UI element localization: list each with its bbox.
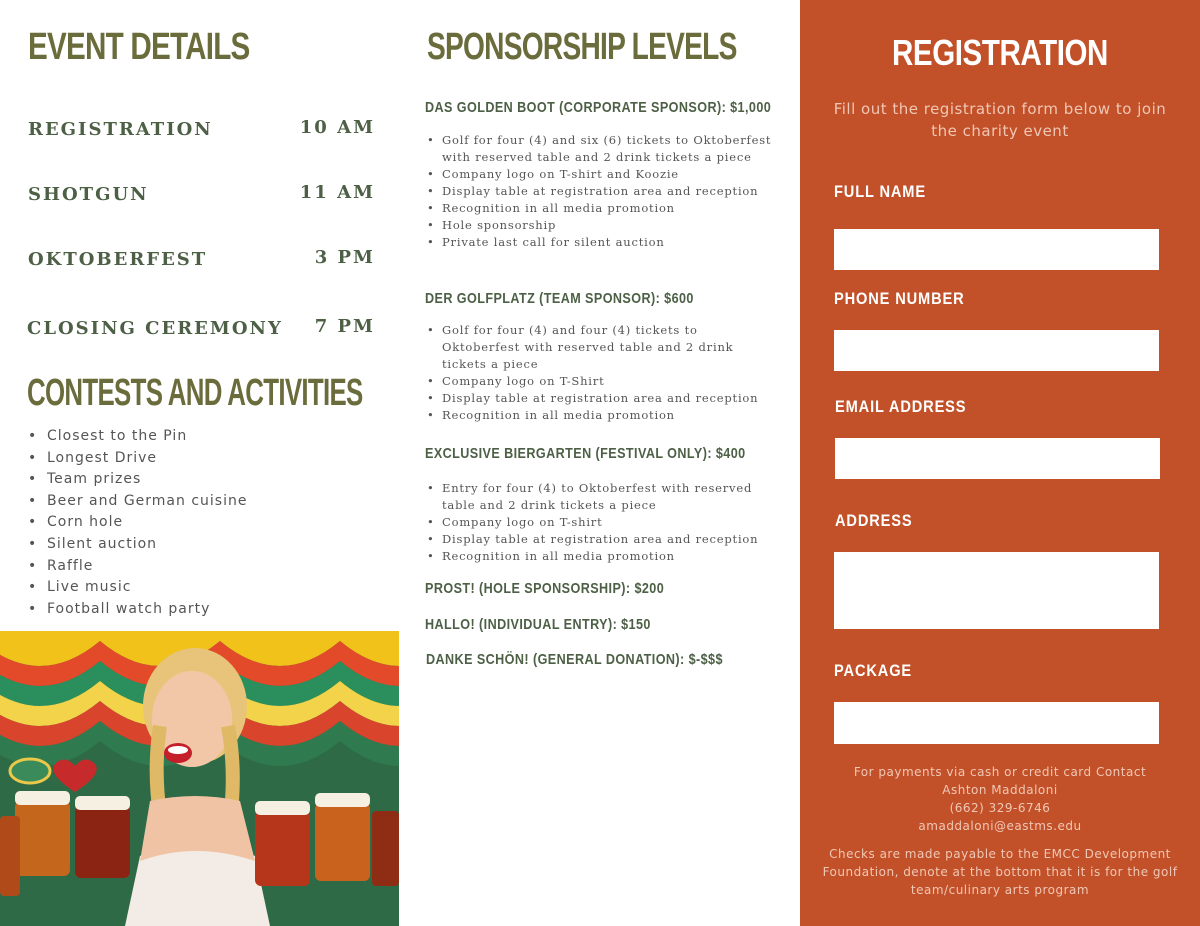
registration-heading: REGISTRATION: [892, 32, 1108, 73]
schedule-label-oktoberfest: OKTOBERFEST: [28, 249, 208, 270]
registration-subtitle: Fill out the registration form below to join the charity event: [833, 100, 1167, 140]
list-item: • Team prizes: [28, 469, 247, 491]
schedule-time-registration: 10 AM: [299, 117, 375, 138]
list-item: • Recognition in all media promotion: [426, 548, 772, 565]
schedule-label-shotgun: SHOTGUN: [28, 184, 149, 205]
list-item: • Golf for four (4) and six (6) tickets to Oktoberfest with reserved table and 2 drink tickets a piece: [426, 132, 772, 166]
payment-contact-line: For payments via cash or credit card Contact: [853, 765, 1147, 779]
checks-note: Checks are made payable to the EMCC Development Foundation, denote at the bottom that it is for the golf team/culinary arts program: [822, 847, 1178, 897]
tier-title-biergarten: EXCLUSIVE BIERGARTEN (FESTIVAL ONLY): $400: [425, 445, 746, 462]
email-address-field[interactable]: [835, 438, 1160, 479]
schedule-time-closing-ceremony: 7 PM: [314, 316, 375, 337]
payment-contact: [820, 763, 1180, 835]
event-details-panel: [0, 0, 400, 926]
full-name-label: FULL NAME: [834, 182, 926, 201]
schedule-label-registration: REGISTRATION: [28, 119, 213, 140]
package-field[interactable]: [834, 702, 1159, 744]
list-item: • Private last call for silent auction: [426, 234, 772, 251]
contact-name: Ashton Maddaloni: [942, 783, 1058, 797]
full-name-field[interactable]: [834, 229, 1159, 270]
schedule-time-oktoberfest: 3 PM: [314, 247, 375, 268]
tier-list-golfplatz: [426, 322, 772, 424]
tier-title-hallo: HALLO! (INDIVIDUAL ENTRY): $150: [425, 616, 651, 633]
list-item: • Display table at registration area and reception: [426, 531, 772, 548]
list-item: • Company logo on T-shirt: [426, 514, 772, 531]
list-item: • Company logo on T-shirt and Koozie: [426, 166, 772, 183]
contests-list: [28, 426, 247, 620]
list-item: • Golf for four (4) and four (4) tickets to Oktoberfest with reserved table and 2 drink tickets a piece: [426, 322, 772, 373]
contact-email: amaddaloni@eastms.edu: [918, 819, 1082, 833]
tier-list-biergarten: [426, 480, 772, 565]
list-item: • Hole sponsorship: [426, 217, 772, 234]
tier-title-prost: PROST! (HOLE SPONSORSHIP): $200: [425, 580, 665, 597]
schedule-label-closing-ceremony: CLOSING CEREMONY: [27, 318, 283, 339]
event-details-heading: EVENT DETAILS: [28, 26, 250, 68]
list-item: • Recognition in all media promotion: [426, 407, 772, 424]
sponsorship-heading: SPONSORSHIP LEVELS: [427, 26, 737, 68]
contact-phone: (662) 329-6746: [949, 801, 1051, 815]
list-item: • Longest Drive: [28, 448, 247, 470]
list-item: • Display table at registration area and reception: [426, 390, 772, 407]
tier-list-golden-boot: [426, 132, 772, 251]
tier-title-golden-boot: DAS GOLDEN BOOT (CORPORATE SPONSOR): $1,000: [425, 99, 772, 116]
list-item: • Entry for four (4) to Oktoberfest with reserved table and 2 drink tickets a piece: [426, 480, 772, 514]
contests-heading: CONTESTS AND ACTIVITIES: [27, 372, 363, 414]
registration-panel: [800, 0, 1200, 926]
tier-title-golfplatz: DER GOLFPLATZ (TEAM SPONSOR): $600: [425, 290, 694, 307]
sponsorship-panel: [400, 0, 800, 926]
phone-number-field[interactable]: [834, 330, 1159, 371]
phone-number-label: PHONE NUMBER: [834, 289, 965, 308]
address-label: ADDRESS: [835, 511, 913, 530]
schedule-time-shotgun: 11 AM: [299, 182, 375, 203]
list-item: • Closest to the Pin: [28, 426, 247, 448]
email-address-label: EMAIL ADDRESS: [835, 397, 967, 416]
list-item: • Corn hole: [28, 512, 247, 534]
tier-title-danke-schon: DANKE SCHÖN! (GENERAL DONATION): $-$$$: [426, 651, 723, 668]
list-item: • Football watch party: [28, 599, 247, 621]
list-item: • Recognition in all media promotion: [426, 200, 772, 217]
list-item: • Beer and German cuisine: [28, 491, 247, 513]
address-field[interactable]: [834, 552, 1159, 629]
list-item: • Raffle: [28, 556, 247, 578]
oktoberfest-photo: [0, 631, 399, 926]
list-item: • Company logo on T-Shirt: [426, 373, 772, 390]
list-item: • Silent auction: [28, 534, 247, 556]
list-item: • Display table at registration area and reception: [426, 183, 772, 200]
list-item: • Live music: [28, 577, 247, 599]
package-label: PACKAGE: [834, 661, 913, 680]
